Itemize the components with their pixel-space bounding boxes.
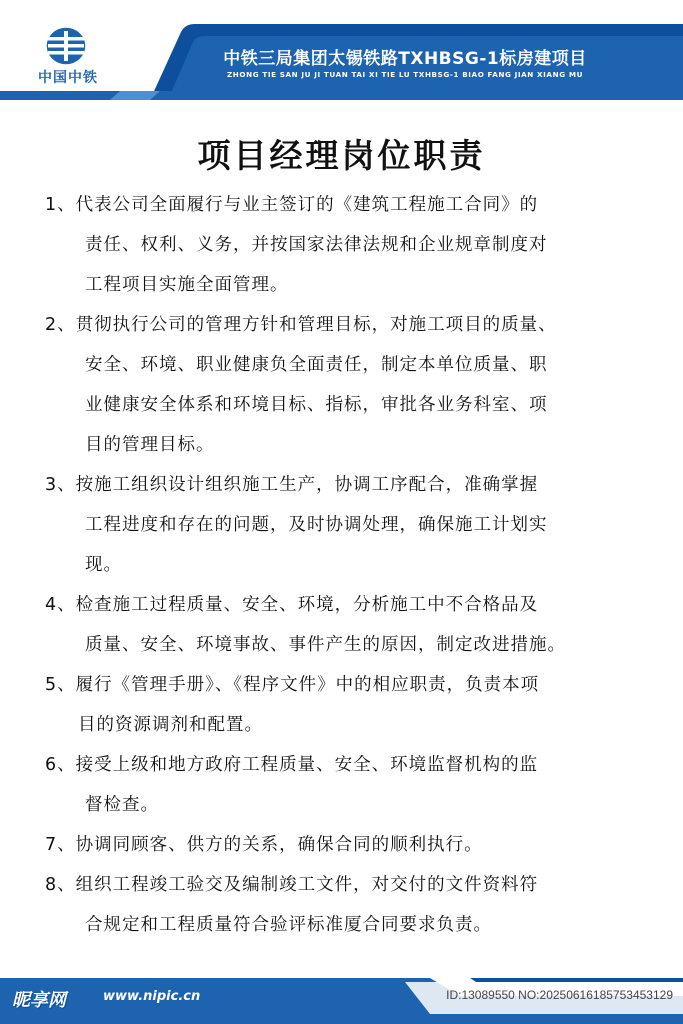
duty-list: [45, 185, 665, 945]
duty-line: 4、检查施工过程质量、安全、环境，分析施工中不合格品及: [45, 595, 539, 615]
duty-line: 1、代表公司全面履行与业主签订的《建筑工程施工合同》的: [45, 195, 539, 215]
duty-line: 工程进度和存在的问题，及时协调处理，确保施工计划实: [85, 515, 548, 535]
duty-item-4: [45, 585, 665, 665]
duty-line: 现。: [85, 555, 122, 575]
duty-line: 合规定和工程质量符合验评标准厦合同要求负责。: [85, 915, 492, 935]
duty-line: 工程项目实施全面管理。: [85, 275, 289, 295]
duty-line: 目的资源调剂和配置。: [78, 715, 263, 735]
duty-item-5: [45, 665, 665, 745]
duty-line: 目的管理目标。: [85, 435, 215, 455]
logo-text: 中国中铁: [38, 70, 98, 86]
duty-line: 3、按施工组织设计组织施工生产，协调工序配合，准确掌握: [45, 475, 539, 495]
duty-line: 8、组织工程竣工验交及编制竣工文件，对交付的文件资料符: [45, 875, 539, 895]
project-title: 中铁三局集团太锡铁路TXHBSG-1标房建项目: [223, 49, 587, 69]
duty-line: 6、接受上级和地方政府工程质量、安全、环境监督机构的监: [45, 755, 539, 775]
duty-item-3: [45, 465, 665, 585]
china-railway-logo-icon: [40, 25, 92, 67]
duty-line: 2、贯彻执行公司的管理方针和管理目标，对施工项目的质量、: [45, 315, 557, 335]
header-banner: [0, 0, 683, 100]
duty-line: 质量、安全、环境事故、事件产生的原因，制定改进措施。: [85, 635, 566, 655]
duty-line: 业健康安全体系和环境目标、指标，审批各业务科室、项: [85, 395, 548, 415]
page-title: 项目经理岗位职责: [197, 136, 486, 175]
duty-item-1: [45, 185, 665, 305]
duty-item-7: [45, 825, 665, 865]
duty-line: 7、协调同顾客、供方的关系，确保合同的顺利执行。: [45, 835, 483, 855]
duty-line: 安全、环境、职业健康负全面责任，制定本单位质量、职: [85, 355, 548, 375]
duty-item-6: [45, 745, 665, 825]
footer-banner: [0, 968, 683, 1024]
watermark-brand: 昵享网: [12, 990, 66, 1011]
project-pinyin: ZHONG TIE SAN JU JI TUAN TAI XI TIE LU TXHBSG-1 BIAO FANG JIAN XIANG MU: [226, 70, 584, 79]
watermark-url: www.nipic.cn: [103, 989, 201, 1004]
duty-line: 督检查。: [85, 795, 159, 815]
duty-line: 责任、权利、义务，并按国家法律法规和企业规章制度对: [85, 235, 548, 255]
duty-item-8: [45, 865, 665, 945]
image-id-label: ID:13089550 NO:20250616185753453129: [446, 988, 673, 1002]
duty-line: 5、履行《管理手册》、《程序文件》中的相应职责，负责本项: [45, 675, 540, 695]
duty-item-2: [45, 305, 665, 465]
